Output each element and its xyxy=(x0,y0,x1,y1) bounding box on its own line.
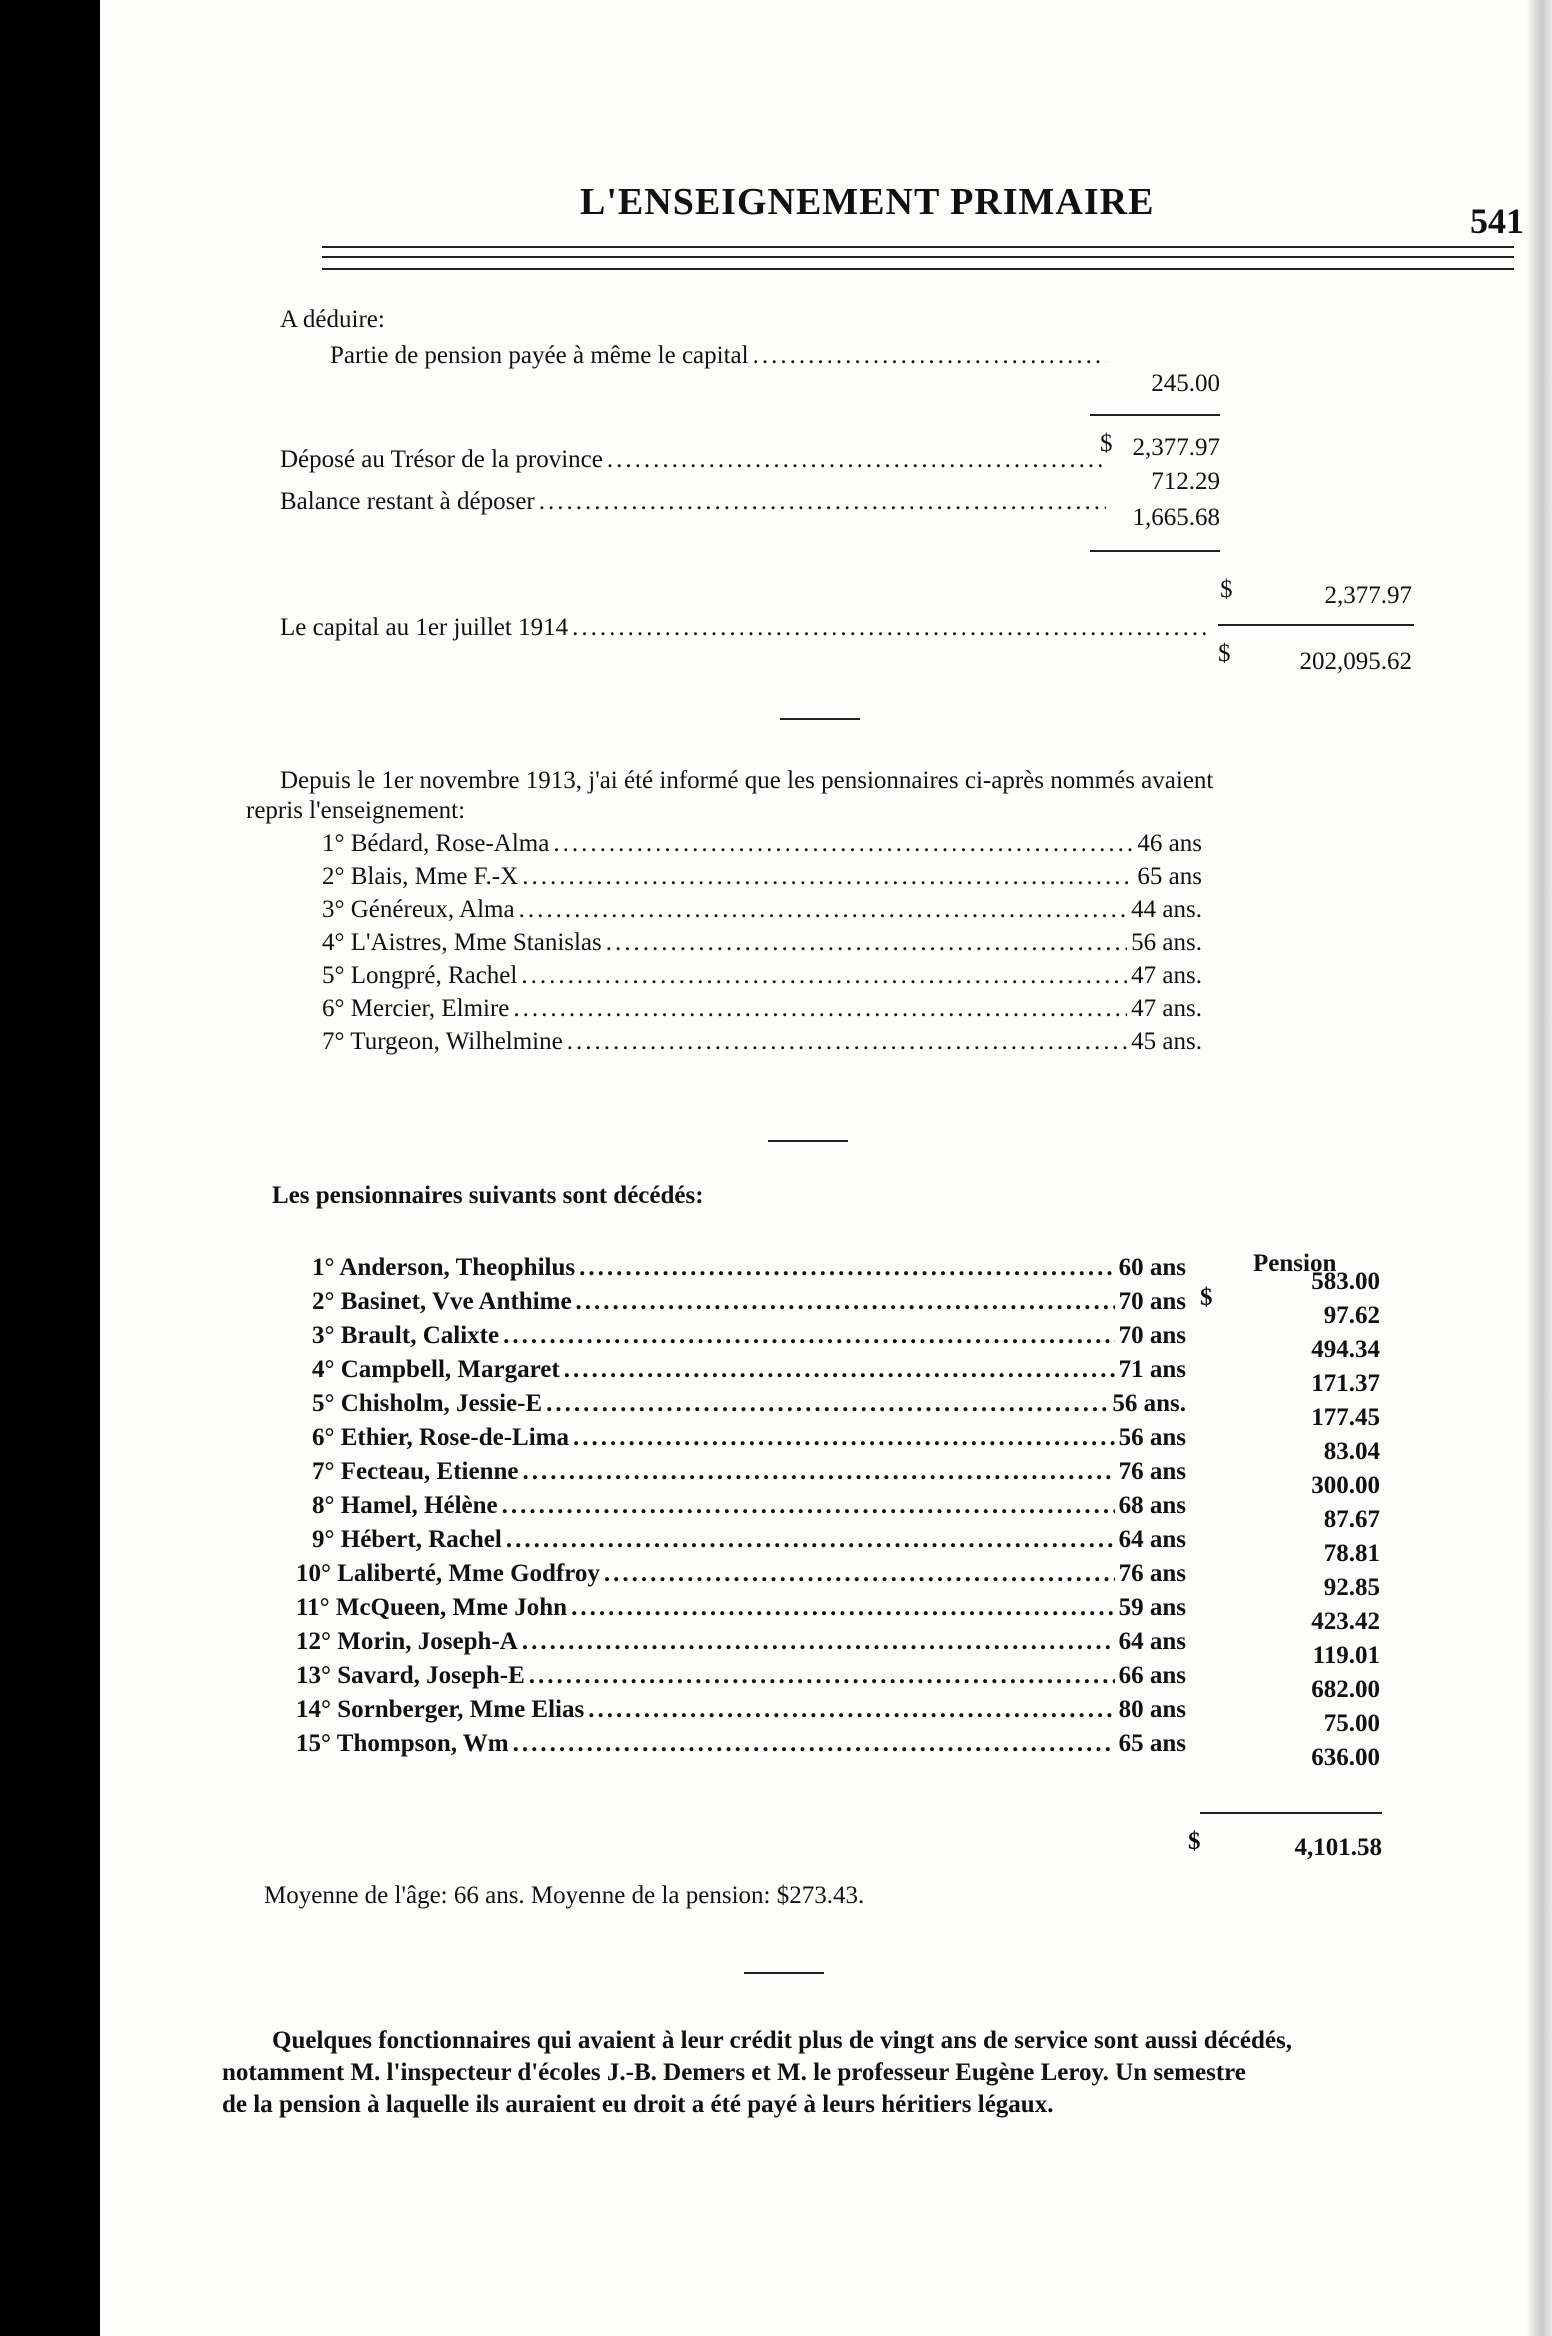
deceased-name: 6° Ethier, Rose-de-Lima xyxy=(312,1424,569,1451)
leader-dots xyxy=(553,830,1133,858)
subtotal-rule xyxy=(1090,414,1220,416)
deceased-age: 70 ans xyxy=(1118,1288,1186,1315)
pension-amount: 494.34 xyxy=(1311,1336,1380,1363)
returned-list-item xyxy=(322,863,1202,891)
pension-amount: 177.45 xyxy=(1311,1404,1380,1431)
deceased-list-item xyxy=(312,1356,1186,1384)
leader-dots xyxy=(573,1424,1115,1452)
pensioner-name: 1° Bédard, Rose-Alma xyxy=(322,830,550,857)
pension-amount: 682.00 xyxy=(1311,1676,1380,1703)
total-rule xyxy=(1218,624,1414,626)
pensioner-name: 2° Blais, Mme F.-X xyxy=(322,863,519,890)
sum-value: 2,377.97 xyxy=(1324,582,1412,609)
deceased-list-item xyxy=(312,1288,1186,1316)
deposited-label: Déposé au Trésor de la province xyxy=(280,446,603,473)
returned-list-item xyxy=(322,962,1202,990)
pensioner-age: 46 ans xyxy=(1137,830,1202,857)
document-page xyxy=(100,0,1552,2336)
leader-dots xyxy=(564,1356,1115,1384)
deceased-age: 64 ans xyxy=(1118,1628,1186,1655)
capital-value: 202,095.62 xyxy=(1299,648,1412,675)
deceased-name: 15° Thompson, Wm xyxy=(296,1730,509,1757)
deceased-list-item xyxy=(312,1424,1186,1452)
deceased-name: 8° Hamel, Hélène xyxy=(312,1492,498,1519)
balance-line xyxy=(280,488,1110,516)
pension-column-header: Pension xyxy=(1253,1250,1337,1277)
closing-line-3: de la pension à laquelle ils auraient eu droit a été payé à leurs héritiers légaux. xyxy=(222,2091,1054,2118)
deceased-age: 80 ans xyxy=(1118,1696,1186,1723)
deceased-age: 64 ans xyxy=(1118,1526,1186,1553)
pensioner-age: 44 ans. xyxy=(1131,896,1202,923)
closing-line-1: Quelques fonctionnaires qui avaient à leur crédit plus de vingt ans de service sont aussi décédés, xyxy=(272,2027,1292,2054)
sum-dollar: $ xyxy=(1220,576,1233,603)
leader-dots xyxy=(567,1028,1127,1056)
total-dollar-sign: $ xyxy=(1188,1828,1201,1855)
deceased-list-item xyxy=(296,1560,1186,1588)
leader-dots xyxy=(529,1662,1115,1690)
leader-dots xyxy=(607,446,1106,474)
leader-dots xyxy=(546,1390,1108,1418)
deceased-list-item xyxy=(296,1594,1186,1622)
deceased-list-item xyxy=(312,1254,1186,1282)
returned-list-item xyxy=(322,1028,1202,1056)
deceased-name: 1° Anderson, Theophilus xyxy=(312,1254,576,1281)
pensioner-age: 47 ans. xyxy=(1131,962,1202,989)
deceased-list-item xyxy=(312,1322,1186,1350)
leader-dots xyxy=(753,342,1106,370)
pension-amount: 636.00 xyxy=(1311,1744,1380,1771)
balance-label: Balance restant à déposer xyxy=(280,488,535,515)
header-rule-bottom xyxy=(322,268,1514,270)
deceased-age: 59 ans xyxy=(1118,1594,1186,1621)
pension-amount: 87.67 xyxy=(1323,1506,1380,1533)
leader-dots xyxy=(576,1288,1115,1316)
pension-amount: 97.62 xyxy=(1323,1302,1380,1329)
running-title: L'ENSEIGNEMENT PRIMAIRE xyxy=(580,181,1155,223)
pensioner-name: 7° Turgeon, Wilhelmine xyxy=(322,1028,563,1055)
deceased-age: 66 ans xyxy=(1118,1662,1186,1689)
capital-dollar: $ xyxy=(1218,640,1231,667)
deposited-line xyxy=(280,446,1110,474)
deceased-name: 13° Savard, Joseph-E xyxy=(296,1662,525,1689)
deduction-item-label: Partie de pension payée à même le capital xyxy=(330,342,749,369)
deceased-name: 9° Hébert, Rachel xyxy=(312,1526,502,1553)
leader-dots xyxy=(604,1560,1115,1588)
deceased-list-item xyxy=(296,1696,1186,1724)
pension-amount: 423.42 xyxy=(1311,1608,1380,1635)
deceased-list-item xyxy=(296,1662,1186,1690)
leader-dots xyxy=(522,1628,1115,1656)
pensioner-age: 47 ans. xyxy=(1131,995,1202,1022)
deposited-total: 2,377.97 xyxy=(1132,434,1220,461)
pensioner-name: 6° Mercier, Elmire xyxy=(322,995,510,1022)
deceased-list-item xyxy=(312,1390,1186,1418)
deceased-list-item xyxy=(312,1526,1186,1554)
returned-list-item xyxy=(322,896,1202,924)
section-separator xyxy=(780,718,860,720)
page-number: 541 xyxy=(1470,201,1524,241)
pension-amount: 583.00 xyxy=(1311,1268,1380,1295)
pensioner-age: 65 ans xyxy=(1137,863,1202,890)
deceased-list-item xyxy=(312,1458,1186,1486)
balance-value: 1,665.68 xyxy=(1132,504,1220,531)
deduction-item-line xyxy=(330,342,1110,370)
leader-dots xyxy=(522,1458,1114,1486)
leader-dots xyxy=(572,614,1211,642)
returned-list-item xyxy=(322,929,1202,957)
deceased-age: 71 ans xyxy=(1118,1356,1186,1383)
deceased-name: 14° Sornberger, Mme Elias xyxy=(296,1696,585,1723)
pension-amount: 75.00 xyxy=(1323,1710,1380,1737)
closing-line-2: notamment M. l'inspecteur d'écoles J.-B. Demers et M. le professeur Eugène Leroy. Un semestre xyxy=(222,2059,1246,2086)
pension-total-rule xyxy=(1200,1812,1382,1814)
pension-amount: 78.81 xyxy=(1323,1540,1380,1567)
deceased-name: 11° McQueen, Mme John xyxy=(296,1594,568,1621)
pensioner-name: 3° Généreux, Alma xyxy=(322,896,515,923)
leader-dots xyxy=(606,929,1127,957)
leader-dots xyxy=(506,1526,1115,1554)
deceased-name: 2° Basinet, Vve Anthime xyxy=(312,1288,572,1315)
section-separator xyxy=(744,1972,824,1974)
header-rule-middle xyxy=(322,256,1514,258)
pension-amount: 83.04 xyxy=(1323,1438,1380,1465)
deceased-age: 68 ans xyxy=(1118,1492,1186,1519)
pensioner-name: 4° L'Aistres, Mme Stanislas xyxy=(322,929,602,956)
averages-line: Moyenne de l'âge: 66 ans. Moyenne de la pension: $273.43. xyxy=(264,1882,865,1909)
deceased-list-item xyxy=(296,1730,1186,1758)
deceased-age: 76 ans xyxy=(1118,1560,1186,1587)
leader-dots xyxy=(522,863,1133,891)
deduction-heading: A déduire: xyxy=(280,306,385,333)
deceased-age: 65 ans xyxy=(1118,1730,1186,1757)
deceased-age: 56 ans xyxy=(1118,1424,1186,1451)
pensioner-name: 5° Longpré, Rachel xyxy=(322,962,518,989)
deposited-dollar: $ xyxy=(1100,430,1113,457)
section-separator xyxy=(768,1140,848,1142)
deceased-age: 60 ans xyxy=(1118,1254,1186,1281)
deceased-list-item xyxy=(312,1492,1186,1520)
pensioner-age: 45 ans. xyxy=(1131,1028,1202,1055)
deduction-item-value: 245.00 xyxy=(1151,370,1220,397)
leader-dots xyxy=(571,1594,1115,1622)
pension-amount: 119.01 xyxy=(1312,1642,1380,1669)
returned-intro-line-2: repris l'enseignement: xyxy=(246,797,466,824)
pension-amount: 171.37 xyxy=(1311,1370,1380,1397)
subtotal-rule-2 xyxy=(1090,550,1220,552)
deceased-name: 5° Chisholm, Jessie-E xyxy=(312,1390,543,1417)
capital-label: Le capital au 1er juillet 1914 xyxy=(280,614,569,641)
leader-dots xyxy=(513,1730,1115,1758)
pension-amount: 300.00 xyxy=(1311,1472,1380,1499)
capital-line xyxy=(280,614,1215,642)
leader-dots xyxy=(521,962,1127,990)
pension-amount: 92.85 xyxy=(1323,1574,1380,1601)
deceased-heading: Les pensionnaires suivants sont décédés: xyxy=(272,1182,704,1209)
deceased-age: 56 ans. xyxy=(1112,1390,1186,1417)
returned-list-item xyxy=(322,995,1202,1023)
returned-intro-line-1: Depuis le 1er novembre 1913, j'ai été informé que les pensionnaires ci-après nommés avaient xyxy=(280,767,1214,794)
deposited-value: 712.29 xyxy=(1151,468,1220,495)
deceased-list-item xyxy=(296,1628,1186,1656)
deceased-name: 4° Campbell, Margaret xyxy=(312,1356,560,1383)
leader-dots xyxy=(579,1254,1114,1282)
leader-dots xyxy=(539,488,1106,516)
pension-dollar-sign: $ xyxy=(1200,1284,1213,1311)
leader-dots xyxy=(513,995,1127,1023)
pensioner-age: 56 ans. xyxy=(1131,929,1202,956)
deceased-age: 76 ans xyxy=(1118,1458,1186,1485)
deceased-age: 70 ans xyxy=(1118,1322,1186,1349)
pension-total: 4,101.58 xyxy=(1294,1834,1382,1861)
deceased-name: 7° Fecteau, Etienne xyxy=(312,1458,519,1485)
header-rule-top xyxy=(322,246,1514,248)
page-edge xyxy=(1526,0,1552,2336)
leader-dots xyxy=(502,1492,1115,1520)
deceased-name: 10° Laliberté, Mme Godfroy xyxy=(296,1560,600,1587)
returned-list-item xyxy=(322,830,1202,858)
leader-dots xyxy=(588,1696,1114,1724)
deceased-name: 3° Brault, Calixte xyxy=(312,1322,500,1349)
deceased-name: 12° Morin, Joseph-A xyxy=(296,1628,518,1655)
leader-dots xyxy=(519,896,1128,924)
leader-dots xyxy=(503,1322,1115,1350)
